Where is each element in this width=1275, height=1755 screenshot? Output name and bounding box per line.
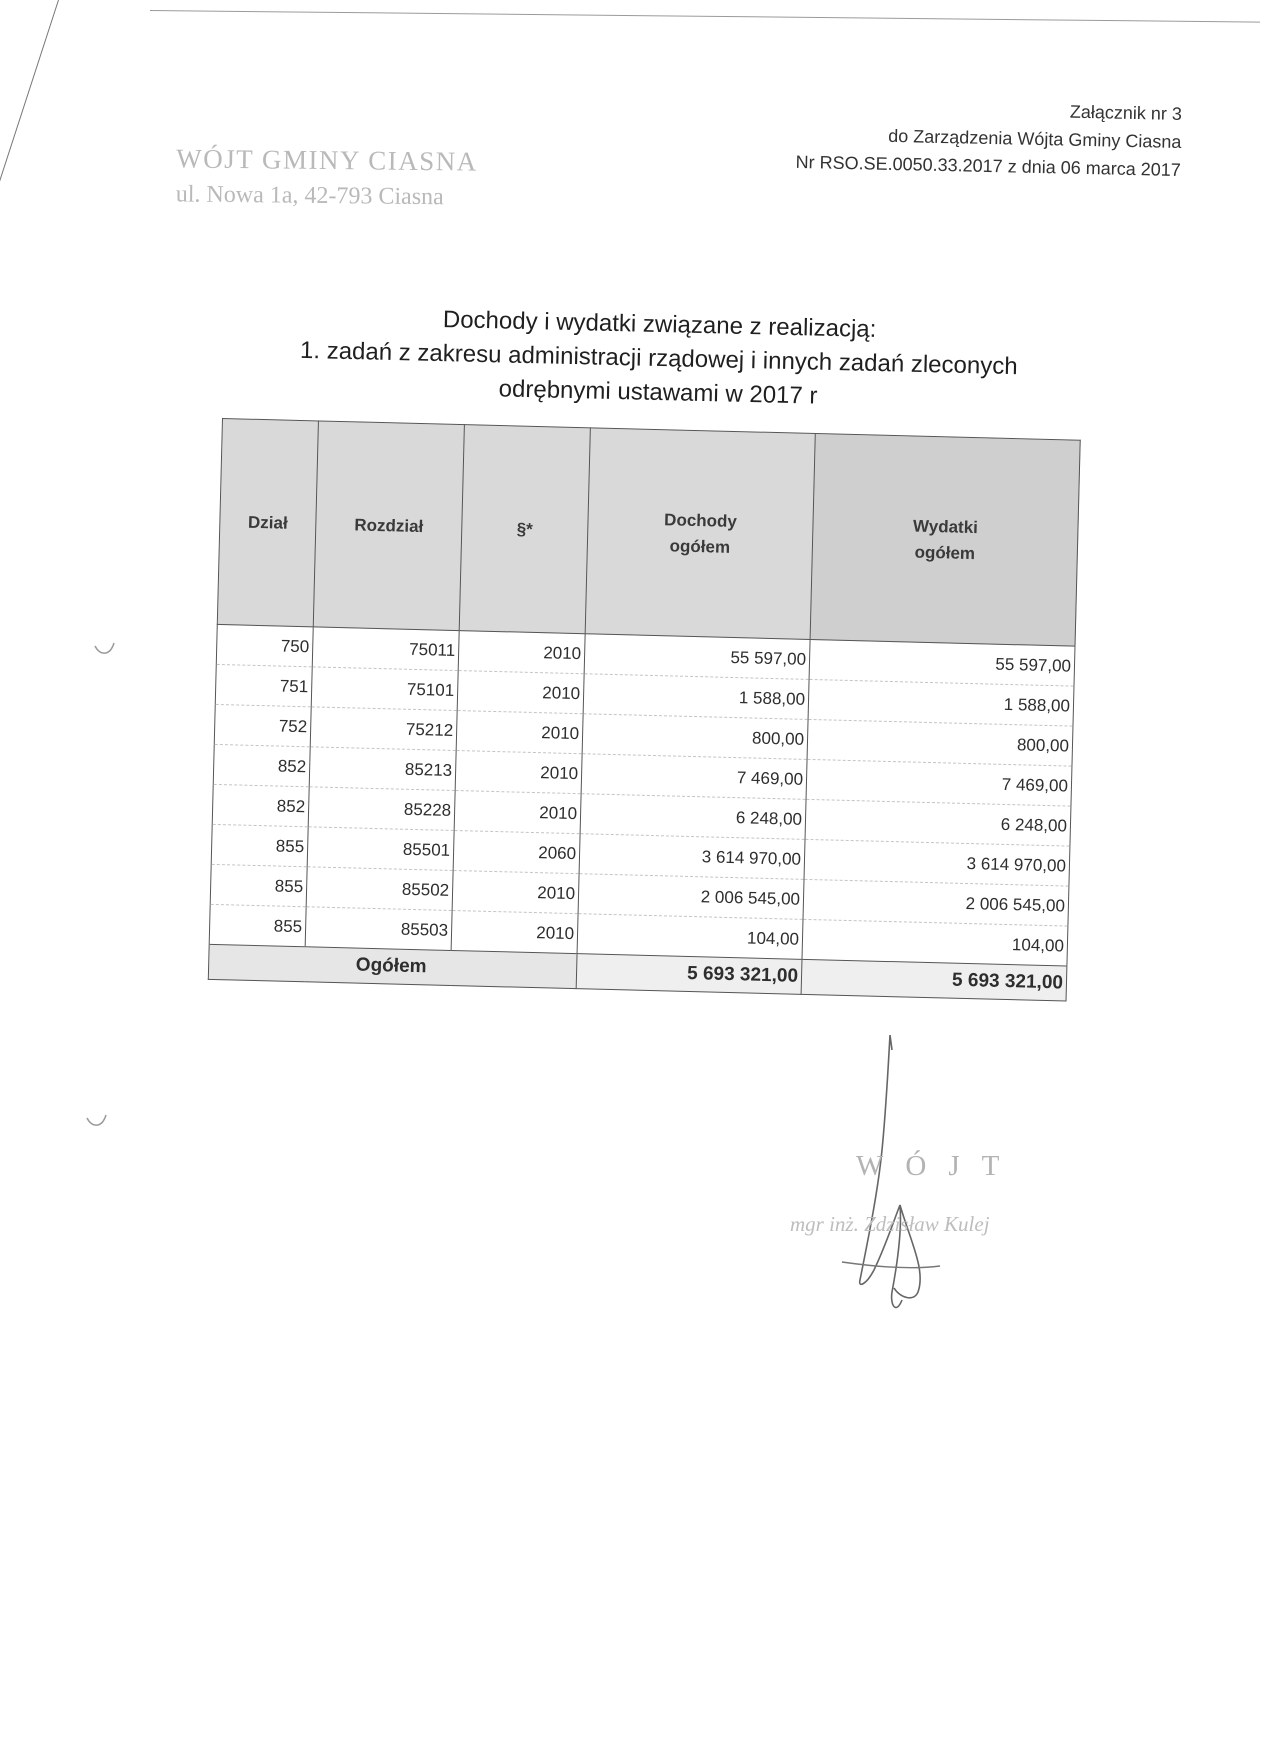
cell-dzial: 855 [210,864,307,906]
cell-paragraf: 2010 [456,711,583,754]
header-dochody-line-2: ogółem [669,535,731,557]
cell-dzial: 855 [211,824,308,866]
cell-dzial: 855 [209,904,306,946]
cell-rozdzial: 75101 [311,667,458,711]
attachment-line-3: Nr RSO.SE.0050.33.2017 z dnia 06 marca 2017 [795,151,1181,180]
signature-block [790,1150,1090,1320]
cell-paragraf: 2010 [458,631,585,674]
cell-dochody: 2 006 545,00 [578,874,804,920]
cell-dzial: 751 [215,664,312,706]
cell-dochody: 7 469,00 [581,754,807,800]
cell-wydatki: 7 469,00 [806,759,1072,806]
cell-dochody: 3 614 970,00 [579,834,805,880]
cell-rozdzial: 85228 [308,787,455,831]
cell-paragraf: 2010 [452,870,579,913]
cell-rozdzial: 85501 [307,827,454,871]
cell-paragraf: 2060 [453,831,580,874]
total-wydatki: 5 693 321,00 [801,959,1067,1001]
office-stamp [176,140,478,215]
cell-wydatki: 1 588,00 [808,679,1074,726]
cell-dochody: 55 597,00 [584,634,810,680]
cell-wydatki: 6 248,00 [805,799,1071,846]
cell-rozdzial: 85503 [305,907,452,951]
cell-rozdzial: 85213 [309,747,456,791]
cell-rozdzial: 85502 [306,867,453,911]
cell-dzial: 750 [216,624,313,666]
cell-dzial: 752 [214,704,311,746]
cell-dochody: 1 588,00 [583,674,809,720]
attachment-line-2: do Zarządzenia Wójta Gminy Ciasna [887,125,1182,152]
title-line-3: odrębnymi ustawami w 2017 r [498,375,818,410]
cell-wydatki: 800,00 [807,719,1073,766]
stamp-address: ul. Nowa 1a, 42-793 Ciasna [175,181,444,211]
header-wydatki-line-2: ogółem [914,542,976,563]
header-dochody [585,428,815,640]
attachment-note [795,92,1182,184]
total-label: Ogółem [208,944,577,988]
header-wydatki-line-1: Wydatki [912,516,979,537]
attachment-line-1: Załącznik nr 3 [1069,101,1182,124]
cell-dzial: 852 [212,784,309,826]
budget-table [208,418,1081,1002]
header-dzial: Dział [217,419,318,627]
cell-paragraf: 2010 [454,791,581,834]
cell-wydatki: 3 614 970,00 [804,839,1070,886]
total-dochody: 5 693 321,00 [576,954,802,995]
signer-name: mgr inż. Zdzisław Kulej [790,1212,990,1236]
header-rozdzial: Rozdział [313,421,464,631]
table-header-row [217,419,1080,647]
cell-dzial: 852 [213,744,310,786]
cell-dochody: 800,00 [582,714,808,760]
header-paragraf: §* [459,425,590,634]
cell-dochody: 104,00 [577,914,803,960]
cell-wydatki: 2 006 545,00 [803,879,1069,926]
punch-mark-icon [84,1112,110,1132]
scan-edge-top [150,10,1260,23]
signature-title: WÓJT [856,1150,1022,1182]
punch-mark-icon [92,640,118,660]
cell-paragraf: 2010 [457,671,584,714]
scan-edge-left [0,0,59,314]
cell-rozdzial: 75212 [310,707,457,751]
stamp-title: WÓJT GMINY CIASNA [176,143,478,177]
cell-rozdzial: 75011 [312,627,459,671]
cell-paragraf: 2010 [451,910,578,953]
title-line-1: Dochody i wydatki związane z realizacją: [442,306,877,343]
cell-dochody: 6 248,00 [580,794,806,840]
cell-wydatki: 104,00 [802,919,1068,966]
cell-wydatki: 55 597,00 [809,639,1075,686]
document-title [238,298,1080,419]
title-line-2: 1. zadań z zakresu administracji rządowej i innych zadań zleconych [299,336,1018,381]
header-dochody-line-1: Dochody [663,509,738,531]
cell-paragraf: 2010 [455,751,582,794]
budget-table-container [208,418,1080,1002]
header-wydatki [810,434,1080,647]
